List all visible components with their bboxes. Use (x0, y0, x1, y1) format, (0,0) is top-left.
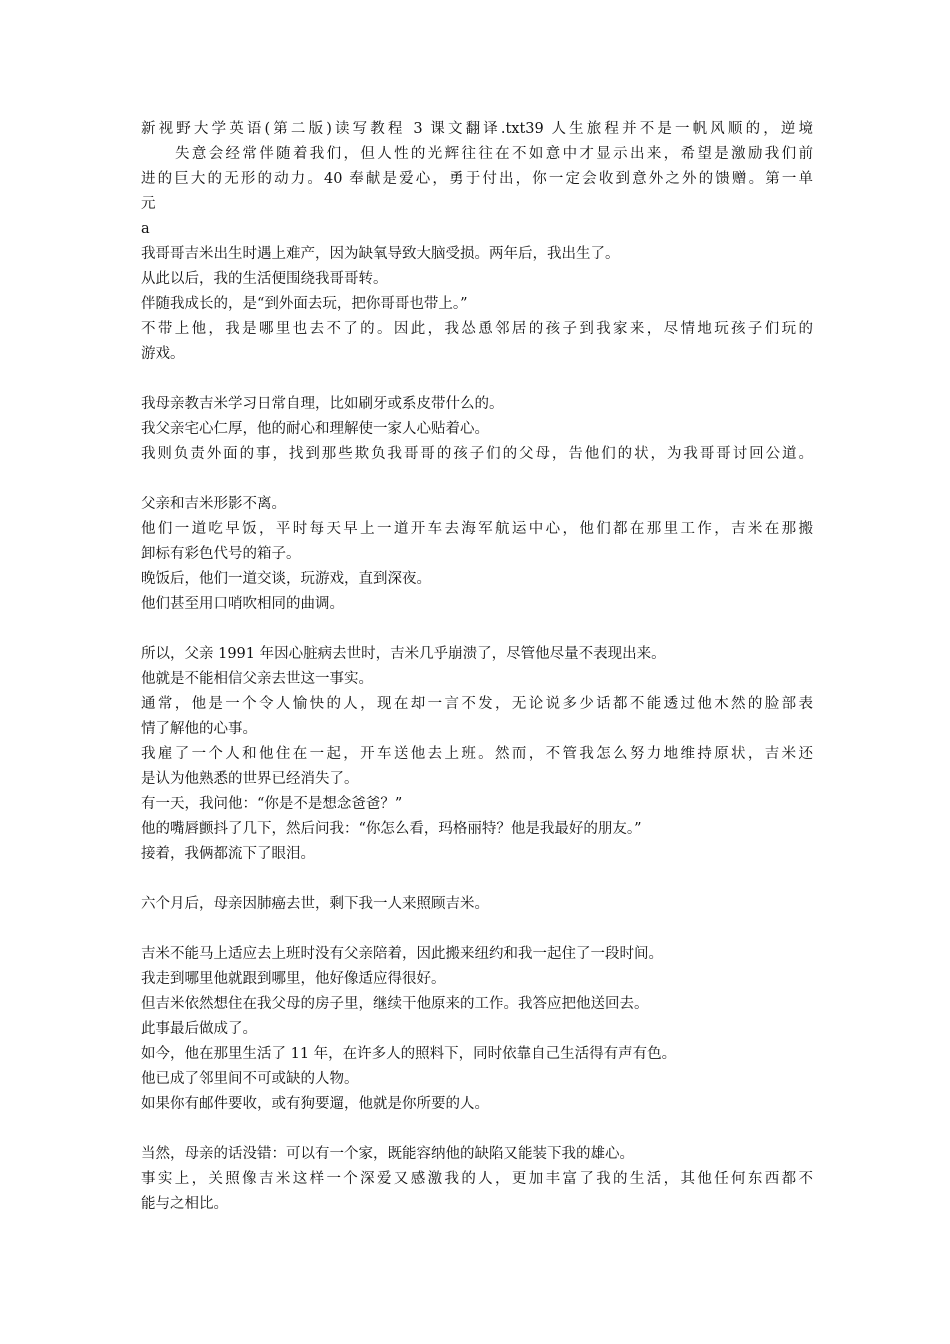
text-line: 此事最后做成了。 (141, 1021, 257, 1037)
text-line: 如今，他在那里生活了 11 年，在许多人的照料下，同时依靠自己生活得有声有色。 (141, 1046, 677, 1062)
text-line: 是认为他熟悉的世界已经消失了。 (141, 771, 359, 787)
text-line: 他就是不能相信父亲去世这一事实。 (141, 671, 373, 687)
text-line: 事实上，关照像吉米这样一个深爱又感激我的人，更加丰富了我的生活，其他任何东西都不 (141, 1171, 813, 1187)
text-line: 他们一道吃早饭，平时每天早上一道开车去海军航运中心，他们都在那里工作，吉米在那搬 (141, 521, 813, 537)
text-line: 六个月后，母亲因肺癌去世，剩下我一人来照顾吉米。 (141, 896, 489, 912)
document-body (141, 117, 813, 1217)
text-line: 吉米不能马上适应去上班时没有父亲陪着，因此搬来纽约和我一起住了一段时间。 (141, 946, 663, 962)
text-line: 我母亲教吉米学习日常自理，比如刷牙或系皮带什么的。 (141, 396, 504, 412)
blank-line (141, 367, 813, 392)
text-line: 卸标有彩色代号的箱子。 (141, 546, 301, 562)
text-line: 情了解他的心事。 (141, 721, 257, 737)
blank-line (141, 467, 813, 492)
text-line: 所以，父亲 1991 年因心脏病去世时，吉米几乎崩溃了，尽管他尽量不表现出来。 (141, 646, 666, 662)
text-line: 游戏。 (141, 346, 185, 362)
text-line: 他的嘴唇颤抖了几下，然后问我：“你怎么看，玛格丽特？他是我最好的朋友。” (141, 821, 642, 837)
text-line: a (141, 221, 150, 237)
blank-line (141, 1117, 813, 1142)
text-line: 接着，我俩都流下了眼泪。 (141, 846, 315, 862)
text-line: 他们甚至用口哨吹相同的曲调。 (141, 596, 344, 612)
text-line: 我走到哪里他就跟到哪里，他好像适应得很好。 (141, 971, 446, 987)
text-line: 从此以后，我的生活便围绕我哥哥转。 (141, 271, 388, 287)
text-line: 我雇了一个人和他住在一起，开车送他去上班。然而，不管我怎么努力地维持原状，吉米还 (141, 746, 813, 762)
text-line: 我父亲宅心仁厚，他的耐心和理解使一家人心贴着心。 (141, 421, 489, 437)
text-line: 如果你有邮件要收，或有狗要遛，他就是你所要的人。 (141, 1096, 489, 1112)
text-line: 我哥哥吉米出生时遇上难产，因为缺氧导致大脑受损。两年后，我出生了。 (141, 246, 620, 262)
text-line: 能与之相比。 (141, 1196, 228, 1212)
blank-line (141, 917, 813, 942)
text-line: 晚饭后，他们一道交谈，玩游戏，直到深夜。 (141, 571, 431, 587)
text-line: 失意会经常伴随着我们，但人性的光辉往往在不如意中才显示出来，希望是激励我们前 (175, 146, 813, 162)
text-line: 有一天，我问他：“你是不是想念爸爸？” (141, 796, 403, 812)
text-line: 新视野大学英语(第二版)读写教程 3 课文翻译.txt39 人生旅程并不是一帆风顺的，逆境 (141, 121, 813, 137)
text-line: 进的巨大的无形的动力。40 奉献是爱心，勇于付出，你一定会收到意外之外的馈赠。第一单 (141, 171, 813, 187)
text-line: 他已成了邻里间不可或缺的人物。 (141, 1071, 359, 1087)
text-line: 不带上他，我是哪里也去不了的。因此，我怂恿邻居的孩子到我家来，尽情地玩孩子们玩的 (141, 321, 813, 337)
blank-line (141, 867, 813, 892)
text-line: 我则负责外面的事，找到那些欺负我哥哥的孩子们的父母，告他们的状，为我哥哥讨回公道。 (141, 446, 813, 462)
text-line: 但吉米依然想住在我父母的房子里，继续干他原来的工作。我答应把他送回去。 (141, 996, 649, 1012)
text-line: 通常，他是一个令人愉快的人，现在却一言不发，无论说多少话都不能透过他木然的脸部表 (141, 696, 813, 712)
text-line: 父亲和吉米形影不离。 (141, 496, 286, 512)
text-line: 元 (141, 196, 156, 212)
text-line: 当然，母亲的话没错：可以有一个家，既能容纳他的缺陷又能装下我的雄心。 (141, 1146, 634, 1162)
text-line: 伴随我成长的，是“到外面去玩，把你哥哥也带上。” (141, 296, 468, 312)
blank-line (141, 617, 813, 642)
